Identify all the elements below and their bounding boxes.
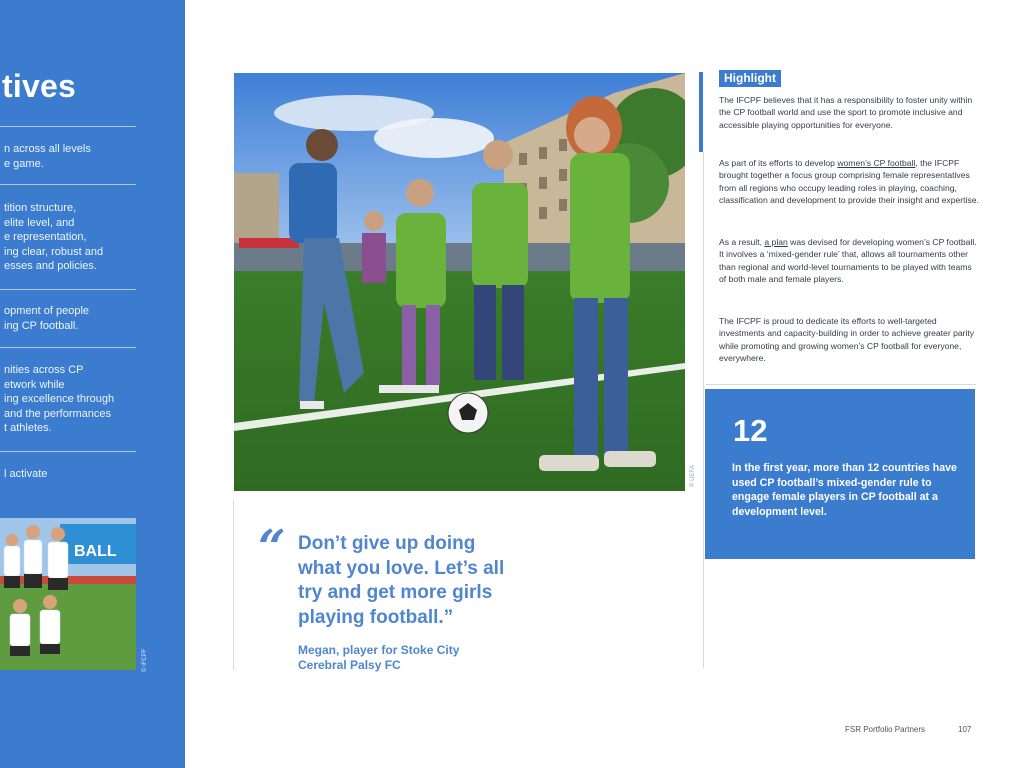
stat-text: In the first year, more than 12 countries have used CP football’s mixed-gender rule to engage female players in CP football at a development level.: [732, 462, 957, 518]
objective-item: l activate: [4, 468, 48, 480]
column-divider: [703, 152, 704, 668]
page-number: 107: [958, 725, 972, 734]
quote-mark-icon: “: [258, 520, 286, 576]
divider: [0, 126, 136, 127]
pull-quote: [298, 532, 504, 630]
footer-section: FSR Portfolio Partners: [845, 725, 926, 734]
plan-link[interactable]: a plan: [764, 237, 788, 247]
objective-item: nities across CP etwork while ing excellence through and the performances t athletes.: [4, 364, 115, 434]
quote-author: Megan, player for Stoke City Cerebral Palsy FC: [298, 643, 460, 672]
photo-credit: © IFCPF: [142, 648, 148, 672]
highlight-bar: [699, 72, 703, 152]
objective-item: n across all levels e game.: [4, 143, 91, 170]
divider: [0, 184, 136, 185]
text-span: was devised for developing women’s CP football. It involves a ‘mixed-gender rule’ that, allows all tournaments other than regional and world-level tournaments to be played with teams of both male and female players.: [719, 237, 977, 285]
highlight-paragraph: [719, 236, 979, 286]
photo-credit: © UEFA: [690, 465, 696, 487]
team-photo: [0, 518, 136, 670]
stat-box: [705, 389, 975, 559]
quote-text: Don’t give up doing what you love. Let’s all try and get more girls playing football.”: [298, 533, 505, 628]
text-span: As part of its efforts to develop: [719, 158, 838, 168]
highlight-paragraph: The IFCPF believes that it has a responsibility to foster unity within the CP football world and use the sport to promote inclusive and accessible playing opportunities for everyone.: [719, 95, 973, 130]
objective-item: tition structure, elite level, and e representation, ing clear, robust and esses and policies.: [4, 202, 104, 272]
text-span: , the IFCPF brought together a focus group comprising female representatives from all regions who occupy leading roles in playing, coaching, classification and development to provide their insight and expertise.: [719, 158, 979, 206]
objective-item: opment of people ing CP football.: [4, 305, 90, 332]
svg-text:BALL: BALL: [74, 543, 117, 560]
divider: [706, 384, 976, 385]
stat-number: 12: [733, 413, 768, 448]
text-span: As a result,: [719, 237, 765, 247]
main-photo: [234, 73, 685, 491]
quote-divider: [233, 500, 234, 670]
divider: [0, 451, 136, 452]
highlight-paragraph: [719, 157, 979, 207]
womens-cp-football-link[interactable]: women’s CP football: [837, 158, 916, 168]
highlight-paragraph: The IFCPF is proud to dedicate its efforts to well-targeted investments and capacity-building in order to achieve greater parity while promoting and growing women’s CP football for everyone, everywhere.: [719, 316, 975, 364]
section-title: tives: [2, 68, 76, 104]
highlight-tag: Highlight: [719, 70, 781, 87]
divider: [0, 289, 136, 290]
divider: [0, 347, 136, 348]
left-panel: [0, 0, 185, 768]
